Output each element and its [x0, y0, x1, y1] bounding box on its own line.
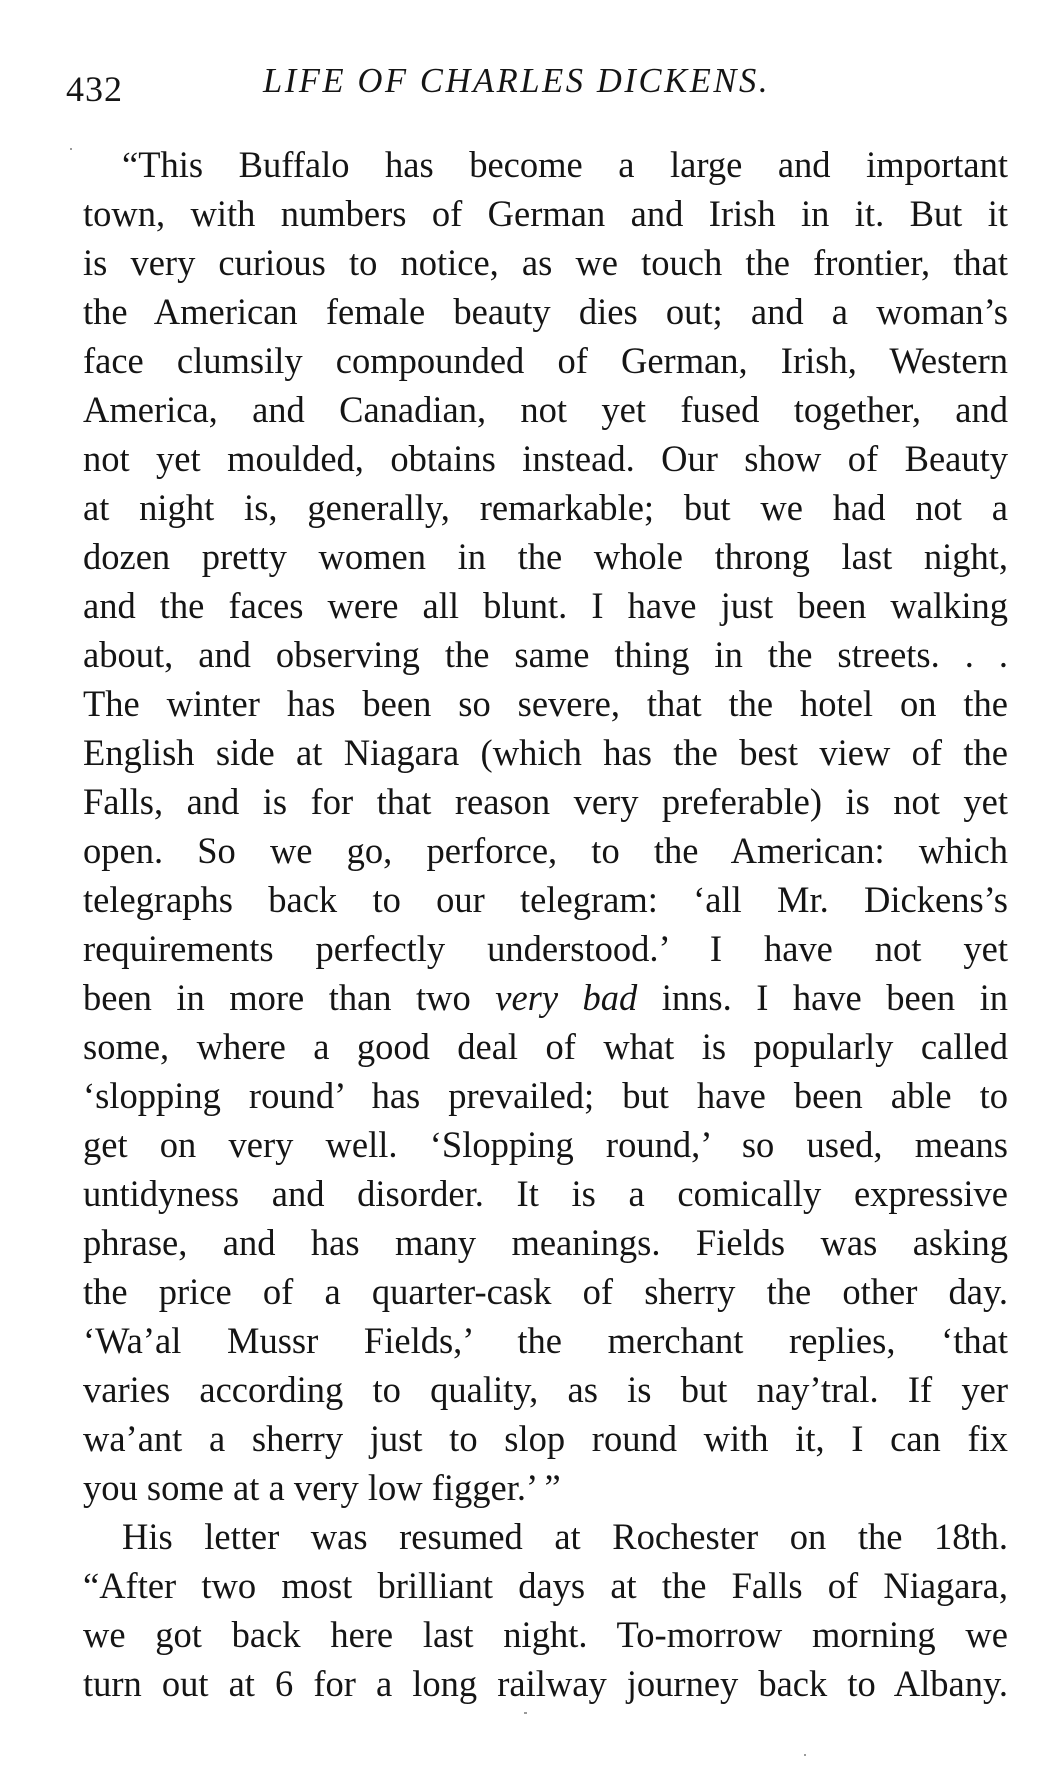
scan-speck — [70, 148, 72, 150]
text-line: is very curious to notice, as we touch the frontier, that — [83, 242, 1008, 283]
text-line: “After two most brilliant days at the Falls of Niagara, — [83, 1565, 1008, 1606]
text-line: Falls, and is for that reason very preferable) is not yet — [83, 781, 1008, 822]
text-line: English side at Niagara (which has the best view of the — [83, 732, 1008, 773]
text-line: town, with numbers of German and Irish in it. But it — [83, 193, 1008, 234]
text-line: and the faces were all blunt. I have just been walking — [83, 585, 1008, 626]
text-line: wa’ant a sherry just to slop round with it, I can fix — [83, 1418, 1008, 1459]
text-line: America, and Canadian, not yet fused together, and — [83, 389, 1008, 430]
text-line: you some at a very low figger.’ ” — [83, 1467, 561, 1508]
text-line: dozen pretty women in the whole throng last night, — [83, 536, 1008, 577]
text-line: we got back here last night. To-morrow morning we — [83, 1614, 1008, 1655]
text-line: varies according to quality, as is but nay’tral. If yer — [83, 1369, 1008, 1410]
text-line: The winter has been so severe, that the hotel on the — [83, 683, 1008, 724]
scan-speck — [804, 1754, 806, 1756]
text-segment: inns. I have been in — [637, 977, 1008, 1018]
text-line: get on very well. ‘Slopping round,’ so used, means — [83, 1124, 1008, 1165]
text-line: some, where a good deal of what is popularly called — [83, 1026, 1008, 1067]
text-line: ‘Wa’al Mussr Fields,’ the merchant replies, ‘that — [83, 1320, 1008, 1361]
text-line: untidyness and disorder. It is a comically expressive — [83, 1173, 1008, 1214]
paragraph-letter-buffalo — [83, 140, 1008, 1512]
text-line: the price of a quarter-cask of sherry the other day. — [83, 1271, 1008, 1312]
text-line — [83, 973, 1008, 1022]
paragraph-rochester — [83, 1512, 1008, 1708]
scan-speck — [524, 1712, 527, 1714]
text-line: telegraphs back to our telegram: ‘all Mr. Dickens’s — [83, 879, 1008, 920]
text-line: the American female beauty dies out; and a woman’s — [83, 291, 1008, 332]
text-line: not yet moulded, obtains instead. Our show of Beauty — [83, 438, 1008, 479]
italic-emphasis: very bad — [495, 977, 638, 1018]
page-number: 432 — [66, 69, 123, 109]
running-title: LIFE OF CHARLES DICKENS. — [263, 62, 771, 100]
text-line: ‘slopping round’ has prevailed; but have been able to — [83, 1075, 1008, 1116]
text-segment: been in more than two — [83, 977, 496, 1018]
text-line: face clumsily compounded of German, Irish, Western — [83, 340, 1008, 381]
text-line: “This Buffalo has become a large and important — [122, 144, 1008, 185]
running-head — [66, 62, 1026, 122]
body-text — [83, 140, 1008, 1708]
text-line: open. So we go, perforce, to the American: which — [83, 830, 1008, 871]
text-line: requirements perfectly understood.’ I have not yet — [83, 928, 1008, 969]
text-line: phrase, and has many meanings. Fields was asking — [83, 1222, 1008, 1263]
text-line: turn out at 6 for a long railway journey back to Albany. — [83, 1663, 1008, 1704]
text-line: at night is, generally, remarkable; but we had not a — [83, 487, 1008, 528]
text-line: about, and observing the same thing in the streets. . . — [83, 634, 1008, 675]
text-line: His letter was resumed at Rochester on the 18th. — [122, 1516, 1008, 1557]
